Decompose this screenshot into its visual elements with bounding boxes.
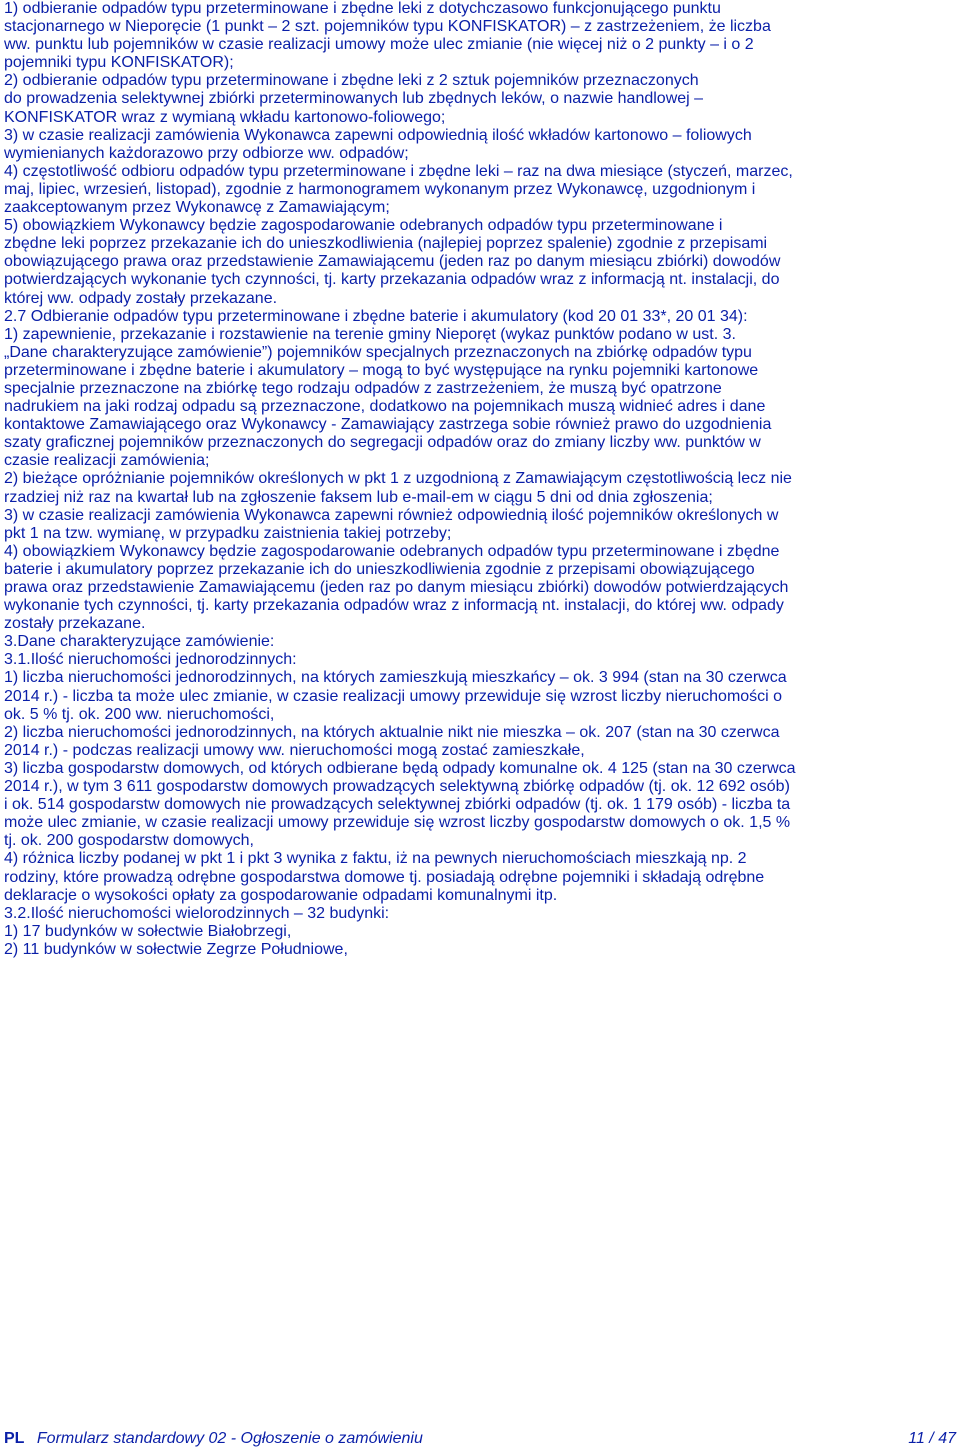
text-line: może ulec zmianie, w czasie realizacji umowy przewiduje się wzrost liczby gospodarstw domowych o ok. 1,5 % (4, 814, 791, 832)
text-line: KONFISKATOR wraz z wymianą wkładu kartonowo-foliowego; (4, 108, 446, 126)
text-line: „Dane charakteryzujące zamówienie”) pojemników specjalnych przeznaczonych na zbiórkę odpadów typu (4, 343, 752, 361)
text-line: przeterminowane i zbędne baterie i akumulatory – mogą to być występujące na rynku pojemniki kartonowe (4, 361, 759, 379)
text-line: 2014 r.) - liczba ta może ulec zmianie, w czasie realizacji umowy przewiduje się wzrost liczby nieruchomości o (4, 687, 783, 705)
text-line: maj, lipiec, wrzesień, listopad), zgodnie z harmonogramem wykonanym przez Wykonawcę, uzgodnionym i (4, 180, 756, 198)
text-line: prawa oraz przedstawienie Zamawiającemu (jeden raz po danym miesiącu zbiórki) dowodów potwierdzających (4, 579, 789, 596)
text-line: szaty graficznej pojemników przeznaczonych do segregacji odpadów oraz do zmiany liczby ww. punktów w (4, 434, 761, 452)
text-line: kontaktowe Zamawiającego oraz Wykonawcy - Zamawiający zastrzega sobie również prawo do uzgodnienia (4, 416, 772, 434)
text-line: czasie realizacji zamówienia; (4, 452, 210, 470)
text-line: 3) liczba gospodarstw domowych, od których odbierane będą odpady komunalne ok. 4 125 (stan na 30 czerwca (4, 759, 796, 777)
text-line: ok. 5 % tj. ok. 200 ww. nieruchomości, (4, 705, 275, 723)
text-line: 2) liczba nieruchomości jednorodzinnych, na których aktualnie nikt nie mieszka – ok. 207 (stan na 30 czerwca (4, 723, 780, 741)
page-footer (4, 1429, 956, 1449)
text-line: 1) odbieranie odpadów typu przeterminowane i zbędne leki z dotychczasowo funkcjonującego punktu (4, 0, 721, 17)
text-line: 4) częstotliwość odbioru odpadów typu przeterminowane i zbędne leki – raz na dwa miesiące (styczeń, marzec, (4, 162, 793, 180)
text-line: 1) zapewnienie, przekazanie i rozstawienie na terenie gminy Nieporęt (wykaz punktów podano w ust. 3. (4, 325, 736, 343)
text-line: 2) 11 budynków w sołectwie Zegrze Południowe, (4, 940, 348, 958)
text-line: obowiązującego prawa oraz przedstawienie Zamawiającemu (jeden raz po danym miesiącu zbiórki) dowodów (4, 253, 781, 271)
text-line: do prowadzenia selektywnej zbiórki przeterminowanych lub zbędnych leków, o nazwie handlowej – (4, 90, 704, 108)
text-line: rodziny, które prowadzą odrębne gospodarstwa domowe tj. posiadają odrębne pojemniki i składają odrębne (4, 868, 765, 886)
text-line: potwierdzających wykonanie tych czynności, tj. karty przekazania odpadów wraz z informacją nt. instalacji, do (4, 271, 780, 289)
text-line: 1) liczba nieruchomości jednorodzinnych, na których zamieszkują mieszkańcy – ok. 3 994 (stan na 30 czerwca (4, 669, 787, 687)
text-line: 3) w czasie realizacji zamówienia Wykonawca zapewni odpowiednią ilość wkładów kartonowo – foliowych (4, 126, 752, 144)
text-line: 2014 r.), w tym 3 611 gospodarstw domowych prowadzących selektywną zbiórkę odpadów (tj. ok. 12 692 osób) (4, 778, 790, 796)
footer-form-title: Formularz standardowy 02 - Ogłoszenie o zamówieniu (36, 1430, 423, 1447)
text-line: 3.2.Ilość nieruchomości wielorodzinnych – 32 budynki: (4, 904, 390, 922)
footer-page-number: 11 / 47 (908, 1430, 956, 1447)
text-line: 2) odbieranie odpadów typu przeterminowane i zbędne leki z 2 sztuk pojemników przeznaczonych (4, 72, 699, 90)
text-line: 3.Dane charakteryzujące zamówienie: (4, 633, 275, 651)
text-line: której ww. odpady zostały przekazane. (4, 289, 278, 307)
text-line: zaakceptowanym przez Wykonawcę z Zamawiającym; (4, 199, 390, 217)
text-line: 3.1.Ilość nieruchomości jednorodzinnych: (4, 651, 297, 669)
text-line: wymienianych każdorazowo przy odbiorze ww. odpadów; (4, 144, 409, 162)
text-line: deklaracje o wysokości opłaty za gospodarowanie odpadami komunalnymi itp. (4, 886, 558, 904)
text-line: zostały przekazane. (4, 615, 146, 633)
footer-language-code: PL (4, 1430, 25, 1447)
text-line: 4) obowiązkiem Wykonawcy będzie zagospodarowanie odebranych odpadów typu przeterminowane i zbędne (4, 542, 780, 560)
text-line: stacjonarnego w Nieporęcie (1 punkt – 2 szt. pojemników typu KONFISKATOR) – z zastrzeżeniem, że liczba (4, 18, 771, 36)
text-line: 2) bieżące opróżnianie pojemników określonych w pkt 1 z uzgodnioną z Zamawiającym częstotliwością lecz nie (4, 470, 792, 488)
text-line: 4) różnica liczby podanej w pkt 1 i pkt 3 wynika z faktu, iż na pewnych nieruchomościach mieszkają np. 2 (4, 850, 747, 868)
text-line: i ok. 514 gospodarstw domowych nie prowadzących selektywnej zbiórki odpadów (tj. ok. 1 179 osób) - liczba ta (4, 796, 791, 814)
text-line: wykonanie tych czynności, tj. karty przekazania odpadów wraz z informacją nt. instalacji, do której ww. odpady (4, 597, 784, 615)
text-line: pkt 1 na tzw. wymianę, w przypadku zaistnienia takiej potrzeby; (4, 524, 452, 542)
text-line: pojemniki typu KONFISKATOR); (4, 54, 234, 72)
text-line: 2.7 Odbieranie odpadów typu przeterminowane i zbędne baterie i akumulatory (kod 20 01 33*, 20 01 34): (4, 307, 748, 325)
text-line: tj. ok. 200 gospodarstw domowych, (4, 832, 254, 850)
text-line: ww. punktu lub pojemników w czasie realizacji umowy może ulec zmianie (nie więcej niż o 2 punkty – i o 2 (4, 36, 754, 54)
text-line: 5) obowiązkiem Wykonawcy będzie zagospodarowanie odebranych odpadów typu przeterminowane i (4, 217, 723, 235)
text-line: rzadziej niż raz na kwartał lub na zgłoszenie faksem lub e-mail-em w ciągu 5 dni od dnia zgłoszenia; (4, 488, 713, 506)
text-line: 1) 17 budynków w sołectwie Białobrzegi, (4, 922, 292, 940)
text-line: zbędne leki poprzez przekazanie ich do unieszkodliwienia (najlepiej poprzez spalenie) zgodnie z przepisami (4, 235, 768, 253)
document-body (4, 0, 956, 959)
text-line: 2014 r.) - podczas realizacji umowy ww. nieruchomości mogą zostać zamieszkałe, (4, 741, 585, 759)
text-line: nadrukiem na jaki rodzaj odpadu są przeznaczone, dodatkowo na pojemnikach muszą widnieć adres i dane (4, 398, 766, 416)
text-line: 3) w czasie realizacji zamówienia Wykonawca zapewni również odpowiednią ilość pojemników określonych w (4, 506, 779, 524)
text-line: specjalnie przeznaczone na zbiórkę tego rodzaju odpadów z zastrzeżeniem, że muszą być opatrzone (4, 379, 722, 397)
text-line: baterie i akumulatory poprzez przekazanie ich do unieszkodliwienia zgodnie z przepisami obowiązującego (4, 560, 755, 578)
